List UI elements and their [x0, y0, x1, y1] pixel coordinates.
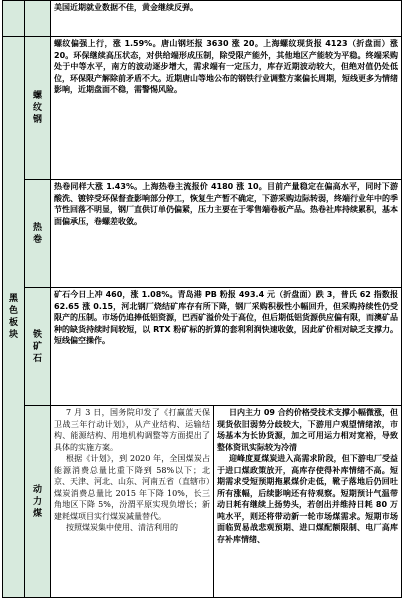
top-row — [3, 1, 402, 37]
market-column — [214, 406, 402, 598]
section-label-iron-ore: 铁矿石 — [32, 329, 42, 364]
section-label-thermal-coal: 动力煤 — [32, 484, 42, 519]
policy-paragraph: 按照煤炭集中使用、清洁利用的 — [66, 523, 178, 532]
section-label-cell — [25, 288, 51, 406]
section-row-iron-ore — [3, 288, 402, 406]
section-text-hot-coil: 热卷同样大涨 1.43%。上海热卷主流报价 4180 涨 10。目前产量稳定在偏高水平，同时下游酸洗、镀锌受环保督查影响部分停工，恢复生产暂不确定，下游采购边际转弱，终端行业年中的季节性回落不明显，钢厂直供订单仍偏紧，压力主要在于零售端卷板产品。热卷社库持续累积，基本面偏承压，卷螺差收敛。 — [51, 180, 402, 288]
top-row-label-cell — [25, 1, 51, 37]
main-category-label: 黑色板块 — [8, 294, 18, 340]
section-label-cell — [25, 180, 51, 288]
section-row-thermal-coal — [3, 406, 402, 598]
market-commentary-table — [2, 0, 402, 598]
market-paragraph: 迎峰度夏煤炭进入高需求阶段，但下游电厂受益于进口煤政策放开，高库存使得补库情绪不高。短期需求受短预期拖累煤价走低，靴子落地后仍回吐所有涨幅，后续影响还有待观察。短期预计气温带动日耗有继续上扬势头，若创出并维持日耗 80 万吨水平，则还将带动新一轮市场煤需求。短期市场面临贸易战悲观预期、进口煤配额限制、电厂高库存补库情绪、 — [217, 454, 398, 544]
section-text-iron-ore: 矿石今日上冲 460，涨 1.08%。青岛港 PB 粉报 493.4 元（折盘面）跌 3，普氏 62 指数报 62.65 涨 0.15，河北钢厂烧结矿库存有所下降，钢厂采购积极性小幅回升，但采购持续性仍受限产的压制。市场仍追捧低铝资源，巴西矿溢价处于高位，但后期低铝货源供应偏有限，而澳矿品种的缺货持续时间较短，以 RTX 粉矿标的折算的套利利润快速收敛，因此矿价相对缺乏支撑力。短线偏空操作。 — [51, 288, 402, 406]
top-row-category-cell — [3, 1, 25, 37]
section-label-cell — [25, 37, 51, 180]
section-label-rebar: 螺纹钢 — [32, 91, 42, 125]
main-category-cell — [3, 37, 25, 598]
policy-paragraph: 7 月 3 日，国务院印发了《打赢蓝天保卫战三年行动计划》，从产业结构、运输结构、能源结构、用地机构调整等方面提出了具体的实施方案。 — [54, 408, 210, 452]
section-row-rebar — [3, 37, 402, 180]
section-row-hot-coil — [3, 180, 402, 288]
section-text-rebar: 螺纹偏强上行，涨 1.59%。唐山钢坯报 3630 涨 20。上海螺纹现货报 4123（折盘面）涨 20。环保继续高压状态，对供给端形成压制，除受限产能外，其他地区产能较为平稳。终端采购处于中等水平，南方的波动逐步增大，需求端有一定压力，库存近期波动较大，但绝对值仍处低位，环保限产解除前矛盾不大。近期唐山等地公布的钢铁行业调整方案偏长周期，短线更多为情绪影响，近期盘面不稳，需警惕风险。 — [51, 37, 402, 180]
section-label-cell — [25, 406, 51, 598]
market-paragraph: 日内主力 09 合约价格受技术支撑小幅微涨，但现货依旧弱势分歧较大，下游用户观望情绪浓，市场基本为长协货源，加之可用运力相对宽裕，导致整体资讯实际较为冷清 — [217, 408, 398, 452]
policy-paragraph: 根据《计划》，到 2020 年，全国煤炭占能源消费总量比重下降到 58%以下；北京、天津、河北、山东、河南五省（直辖市）煤炭消费总量比 2015 年下降 10%，长三角地区下降 5%，汾渭平原实现负增长；新建耗煤项目实行煤炭减量替代。 — [54, 454, 210, 521]
policy-column — [51, 406, 214, 598]
section-label-hot-coil: 热卷 — [32, 222, 42, 245]
top-row-text: 美国近期就业数据不佳，黄金继续反弹。 — [51, 1, 402, 37]
